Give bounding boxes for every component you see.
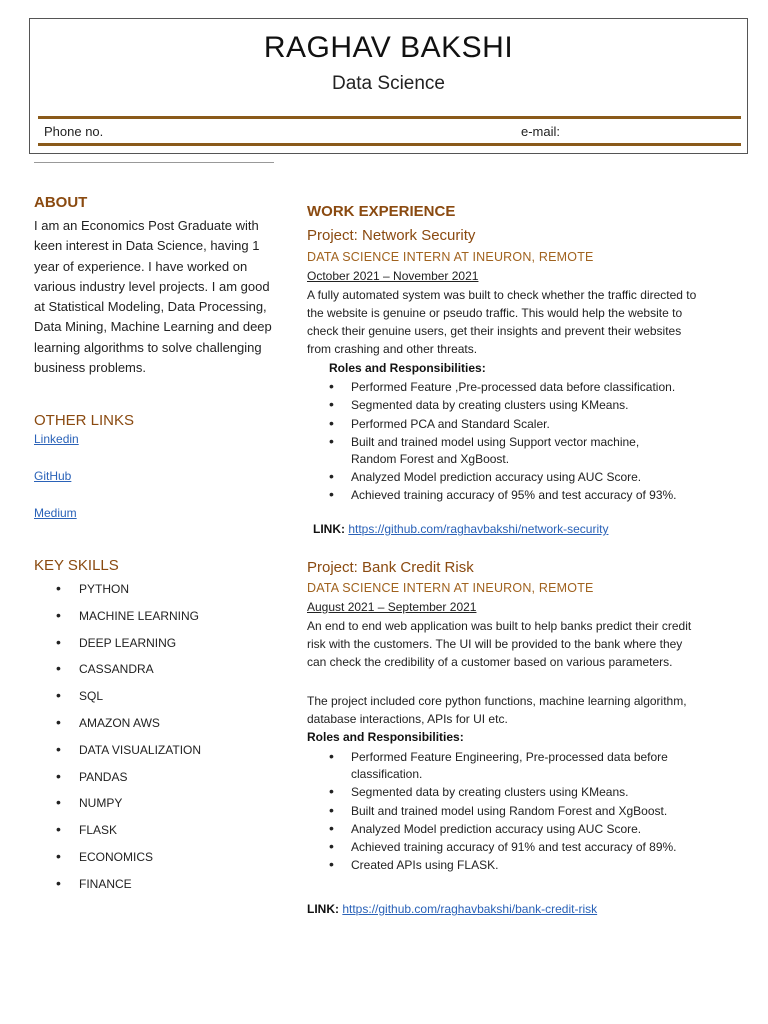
responsibilities-list [329,749,679,876]
email-label: e-mail: [521,124,561,139]
roles-heading: Roles and Responsibilities: [329,361,486,375]
header-divider-bottom [38,143,741,146]
skill-item: • AMAZON AWS [34,716,201,743]
project-title: Project: Bank Credit Risk [307,559,474,576]
bank-credit-risk-repo-link[interactable]: https://github.com/raghavbakshi/bank-credit-risk [342,902,598,916]
responsibility-item: • Performed Feature Engineering, Pre-processed data before classification. [329,749,679,783]
key-skills-heading: KEY SKILLS [34,557,119,574]
roles-heading: Roles and Responsibilities: [307,730,464,744]
responsibilities-list [329,379,679,506]
project-dates: August 2021 – September 2021 [307,600,477,614]
header-divider-top [38,116,741,119]
responsibility-item: • Created APIs using FLASK. [329,857,679,874]
phone-label: Phone no. [44,124,104,139]
project-description-extra: The project included core python functions, machine learning algorithm, database interactions, APIs for UI etc. [307,694,687,726]
responsibility-item: • Achieved training accuracy of 91% and test accuracy of 89%. [329,839,679,856]
link-label: LINK: [307,902,339,916]
skill-item: • NUMPY [34,796,201,823]
responsibility-item: • Built and trained model using Support vector machine, Random Forest and XgBoost. [329,434,679,468]
responsibility-item: • Performed PCA and Standard Scaler. [329,416,679,433]
responsibility-item: • Segmented data by creating clusters using KMeans. [329,784,679,801]
linkedin-link[interactable]: Linkedin [34,432,79,446]
candidate-title: Data Science [331,73,445,94]
medium-link[interactable]: Medium [34,506,77,520]
skill-item: • PYTHON [34,582,201,609]
responsibility-item: • Built and trained model using Random Forest and XgBoost. [329,803,679,820]
about-text: I am an Economics Post Graduate with keen interest in Data Science, having 1 year of experience. I have worked on various industry level projects. I am good at Statistical Modeling, Data Processing, Data Mining, Machine Learning and deep learning algorithms to solve challenging business problems. [34,218,272,376]
skill-item: • DEEP LEARNING [34,636,201,663]
other-links-heading: OTHER LINKS [34,412,135,429]
skill-item: • ECONOMICS [34,850,201,877]
about-heading: ABOUT [34,194,88,211]
skill-item: • MACHINE LEARNING [34,609,201,636]
project-role: DATA SCIENCE INTERN AT INEURON, REMOTE [307,250,594,264]
project-dates: October 2021 – November 2021 [307,269,479,283]
project-description: An end to end web application was built to help banks predict their credit risk with the customers. The UI will be provided to the bank where they can check the credibility of a customer based on various parameters. [307,619,692,669]
responsibility-item: • Analyzed Model prediction accuracy using AUC Score. [329,469,679,486]
project-title: Project: Network Security [307,227,476,244]
responsibility-item: • Segmented data by creating clusters using KMeans. [329,397,679,414]
candidate-name: RAGHAV BAKSHI [263,31,514,64]
responsibility-item: • Achieved training accuracy of 95% and test accuracy of 93%. [329,487,679,504]
project-role: DATA SCIENCE INTERN AT INEURON, REMOTE [307,581,594,595]
network-security-repo-link[interactable]: https://github.com/raghavbakshi/network-security [348,522,609,536]
left-column-divider [34,162,274,163]
skill-item: • FINANCE [34,877,201,904]
responsibility-item: • Analyzed Model prediction accuracy using AUC Score. [329,821,679,838]
skills-list [34,582,201,904]
skill-item: • DATA VISUALIZATION [34,743,201,770]
skill-item: • CASSANDRA [34,662,201,689]
skill-item: • FLASK [34,823,201,850]
project-link-line [307,902,597,916]
skill-item: • PANDAS [34,770,201,797]
project-description: A fully automated system was built to check whether the traffic directed to the website is genuine or pseudo traffic. This would help the website to check their genuine users, get their insights and prevent their websites from crashing and other threats. [307,288,697,356]
project-link-line [313,522,608,536]
header-box [29,18,748,154]
responsibility-item: • Performed Feature ,Pre-processed data before classification. [329,379,679,396]
work-experience-heading: WORK EXPERIENCE [307,203,456,220]
link-label: LINK: [313,522,345,536]
skill-item: • SQL [34,689,201,716]
github-link[interactable]: GitHub [34,469,72,483]
